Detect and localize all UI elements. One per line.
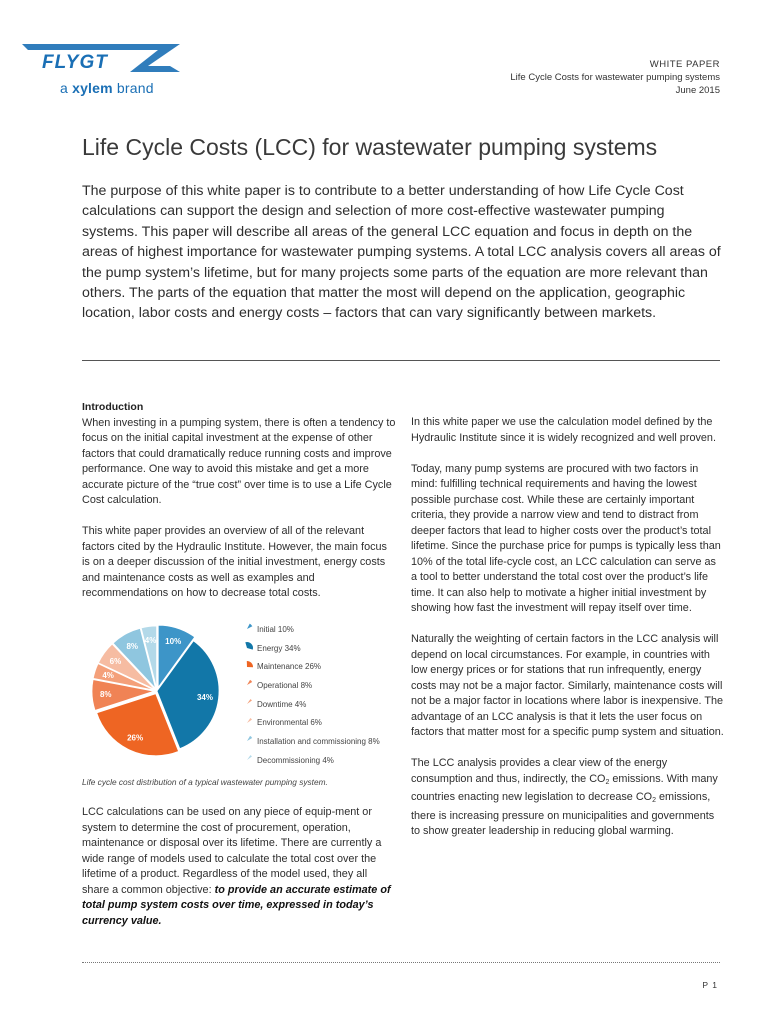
legend-swatch-shape <box>247 699 252 704</box>
intro-heading: Introduction <box>82 401 144 413</box>
page-title: Life Cycle Costs (LCC) for wastewater pumping systems <box>82 134 658 160</box>
chart-legend <box>240 620 400 770</box>
legend-item <box>240 713 400 732</box>
legend-item <box>240 639 400 658</box>
pie-data-label: 34% <box>196 693 213 703</box>
brand-tagline: a xylem brand <box>60 80 154 96</box>
legend-item <box>240 620 400 639</box>
flygt-logo <box>20 36 190 82</box>
legend-swatch-icon <box>240 734 254 748</box>
legend-swatch-shape <box>247 624 252 629</box>
right-paragraph-4: The LCC analysis provides a clear view of the energy consumption and thus, indirectly, the $CO_2$ emissions. With many countries enacting new legislation to decrease $CO_2$ emissions, there is increasing pressure on municipalities and governments to show greater leadership in reducing global warming. <box>411 757 718 837</box>
legend-swatch-shape <box>247 680 252 685</box>
right-paragraph-1: In this white paper we use the calculation model defined by the Hydraulic Institute since it is widely recognized and well proven. <box>411 416 716 444</box>
pie-data-label: 10% <box>165 637 182 647</box>
legend-item <box>240 695 400 714</box>
legend-label: Operational 8% <box>257 680 313 690</box>
chart-caption: Life cycle cost distribution of a typical wastewater pumping system. <box>82 777 328 787</box>
pie-data-label: 26% <box>127 733 144 743</box>
legend-swatch-shape <box>247 661 253 667</box>
lead-paragraph: The purpose of this white paper is to contribute to a better understanding of how Life Cycle Cost calculations can support the design and selection of more cost-effective wastewater pumping systems. This paper will describe all areas of the general LCC equation and focus in depth on the areas of highest importance for wastewater pumping systems. A total LCC analysis covers all areas of the pump system’s lifetime, but for many projects some parts of the equation are more relevant than others. The parts of the equation that matter the most will depend on the application, geographic location, labor costs and energy costs – factors that can vary significantly between markets. <box>82 183 721 322</box>
legend-label: Installation and commissioning 8% <box>257 736 380 746</box>
legend-swatch-icon <box>240 678 254 692</box>
pie-data-label: 4% <box>102 671 114 681</box>
legend-label: Environmental 6% <box>257 718 322 728</box>
right-paragraph-3: Naturally the weighting of certain factors in the LCC analysis will depend on local circumstances. For example, in countries with low energy prices or for stations that run infrequently, energy costs may not be a major factor. Similarly, maintenance costs will not be a major factor in locations where labor is inexpensive. The advantage of an LCC analysis is that it lets the user focus on factors that matter most for a specific pump system and situation. <box>411 633 724 738</box>
header-date: June 2015 <box>675 85 720 96</box>
legend-swatch-icon <box>240 753 254 767</box>
footer-divider <box>82 962 720 963</box>
right-column <box>411 415 725 840</box>
legend-item <box>240 657 400 676</box>
legend-item <box>240 751 400 770</box>
legend-swatch-shape <box>247 736 252 741</box>
pie-data-label: 8% <box>126 641 139 651</box>
legend-swatch-shape <box>247 755 252 760</box>
section-divider <box>82 360 720 361</box>
legend-swatch-icon <box>240 716 254 730</box>
legend-label: Decommissioning 4% <box>257 755 334 765</box>
intro-paragraph-1: When investing in a pumping system, there is often a tendency to focus on the initial capital investment at the expense of other factors that could dramatically reduce running costs and improve performance. One way to avoid this mistake and get a more accurate picture of the “true cost” over time is to use a Life Cycle Cost calculation. <box>82 416 396 506</box>
legend-item <box>240 676 400 695</box>
legend-swatch-icon <box>240 697 254 711</box>
legend-label: Maintenance 26% <box>257 662 322 672</box>
doc-type-label: WHITE PAPER <box>649 59 720 70</box>
right-paragraph-2: Today, many pump systems are procured with two factors in mind: fulfilling technical requirements and having the lowest possible purchase cost. While these are certainly important criteria, they provide a narrow view and tend to distract from deeper factors that lead to higher costs over the product’s total lifetime. Since the purchase price for pumps is typically less than 10% of the total life-cycle cost, an LCC calculation can serve as a tool to better understand the total cost over the product’s life time. It can also help to motivate a higher initial investment by showing how fast the investment will repay itself over time. <box>411 462 721 614</box>
header-doc-title: Life Cycle Costs for wastewater pumping systems <box>510 72 720 83</box>
pie-data-label: 8% <box>99 690 112 700</box>
intro-paragraph-2: This white paper provides an overview of all of the relevant factors cited by the Hydraulic Institute. However, the main focus is on a deeper discussion of the initial investment, energy costs and maintenance costs as well as examples and recommendations on how to decrease total costs. <box>82 525 387 599</box>
legend-label: Energy 34% <box>257 643 301 653</box>
logo-wordmark: FLYGT <box>42 52 108 73</box>
lcc-pie-chart <box>82 616 232 766</box>
pie-data-label: 6% <box>109 656 122 666</box>
lcc-paragraph: LCC calculations can be used on any piece of equip-ment or system to determine the cost of procurement, operation, maintenance or disposal over its lifetime. There are currently a wide range of models used to calculate the total cost over the lifetime of a product. Regardless of the model used, they all share a common objective: to provide an accurate estimate of total pump system costs over time, expressed in today’s currency value. <box>82 806 391 927</box>
legend-swatch-icon <box>240 660 254 674</box>
legend-swatch-icon <box>240 622 254 636</box>
legend-label: Downtime 4% <box>257 699 307 709</box>
page-number: P 1 <box>702 980 718 990</box>
pie-data-label: 4% <box>144 636 157 646</box>
legend-swatch-icon <box>240 641 254 655</box>
legend-label: Initial 10% <box>257 624 294 634</box>
legend-swatch-shape <box>247 718 252 723</box>
left-column <box>82 400 396 602</box>
legend-swatch-shape <box>245 642 253 650</box>
lcc-objective-emphasis: to provide an accurate estimate of total pump system costs over time, expressed in today’s currency value. <box>82 883 391 927</box>
legend-item <box>240 732 400 751</box>
